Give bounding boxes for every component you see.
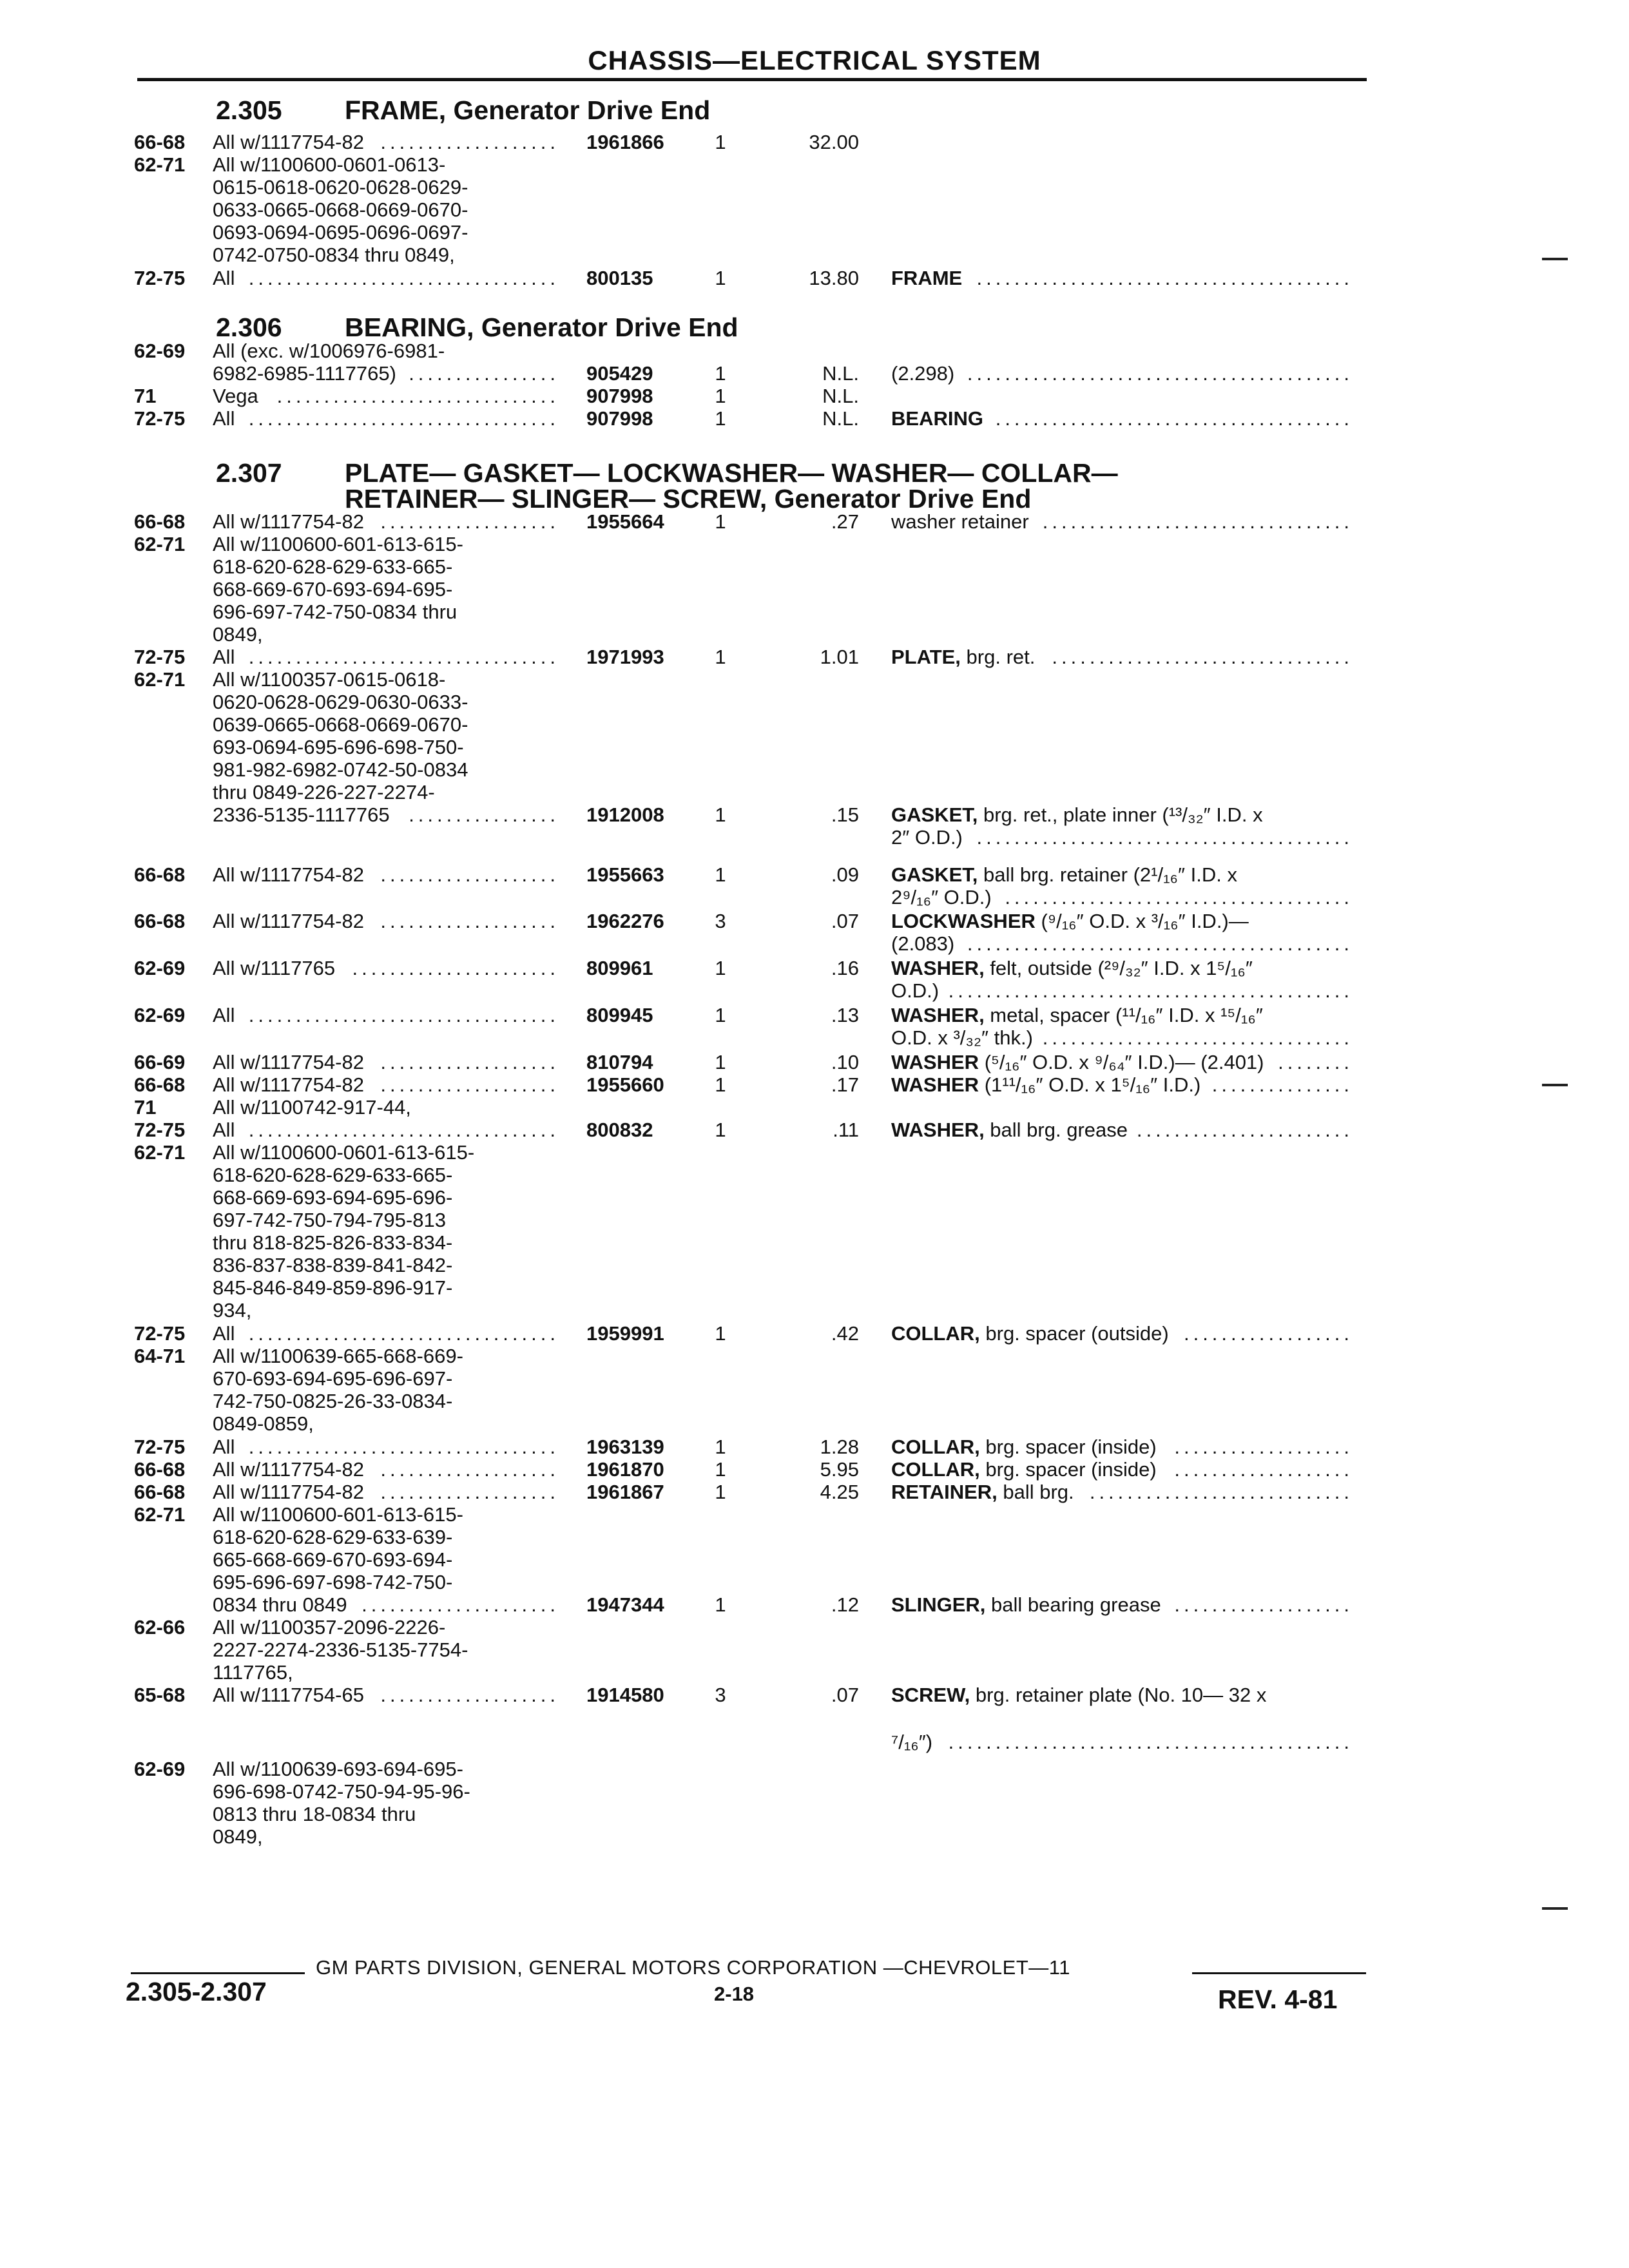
application: All w/1100357-2096-2226-: [213, 1616, 446, 1639]
price: .09: [831, 863, 859, 886]
description-noun: SLINGER,: [891, 1593, 986, 1616]
application: All w/1117754-82: [213, 1073, 364, 1096]
application: All w/1117754-65: [213, 1684, 364, 1706]
part-number: 1961867: [586, 1481, 664, 1503]
application: All: [213, 646, 235, 668]
description: [891, 863, 1237, 887]
footer-rule: [131, 1972, 305, 1974]
model-years: 62-71: [134, 1503, 186, 1526]
application: All: [213, 1119, 235, 1141]
leader-dots: ...................: [380, 910, 559, 932]
application: thru 0849-226-227-2274-: [213, 781, 435, 803]
application: 2336-5135-1117765: [213, 803, 390, 826]
part-number: 1955660: [586, 1073, 664, 1096]
application: 696-697-742-750-0834 thru: [213, 601, 458, 623]
description-text: ⁷/₁₆″): [891, 1731, 933, 1753]
application: 618-620-628-629-633-665-: [213, 555, 453, 578]
application: 836-837-838-839-841-842-: [213, 1254, 453, 1276]
application: 695-696-697-698-742-750-: [213, 1571, 453, 1593]
footer-page-number: 2-18: [714, 1983, 755, 2005]
footer-rule: [1192, 1972, 1366, 1974]
price: .07: [831, 1684, 859, 1706]
price: .07: [831, 910, 859, 932]
model-years: 62-69: [134, 1004, 186, 1026]
leader-dots: ...................: [1174, 1436, 1353, 1458]
application: All w/1100357-0615-0618-: [213, 668, 446, 691]
section-number: 2.306: [216, 312, 282, 342]
description-text: ball brg. grease: [984, 1119, 1128, 1141]
leader-dots: .................................: [248, 1436, 559, 1458]
leader-dots: ...................: [1174, 1593, 1353, 1616]
model-years: 72-75: [134, 267, 186, 289]
description-text: ball brg. retainer (2¹/₁₆″ I.D. x: [978, 863, 1237, 886]
application: 618-620-628-629-633-665-: [213, 1164, 453, 1186]
part-number: 1961870: [586, 1458, 664, 1481]
description: [891, 957, 1253, 980]
price: .10: [831, 1051, 859, 1073]
application: 981-982-6982-0742-50-0834: [213, 758, 468, 781]
leader-dots: .................................: [248, 1119, 559, 1141]
description-text: brg. spacer (inside): [979, 1458, 1157, 1481]
part-number: 1963139: [586, 1436, 664, 1458]
model-years: 66-68: [134, 1073, 186, 1096]
leader-dots: ..................: [1183, 1322, 1353, 1345]
part-number: 809945: [586, 1004, 653, 1026]
application: 670-693-694-695-696-697-: [213, 1367, 453, 1390]
application: 0813 thru 18-0834 thru: [213, 1803, 416, 1825]
price: 5.95: [820, 1458, 859, 1481]
description-text: O.D.): [891, 979, 940, 1002]
leader-dots: ...................: [380, 1051, 559, 1073]
description-noun: WASHER,: [891, 1119, 985, 1141]
section-number: 2.305: [216, 95, 282, 125]
description-text: 2⁹/₁₆″ O.D.): [891, 886, 992, 908]
leader-dots: .................................: [1042, 510, 1353, 533]
application: 0693-0694-0695-0696-0697-: [213, 221, 468, 244]
leader-dots: ...................: [1174, 1458, 1353, 1481]
part-number: 809961: [586, 957, 653, 979]
application: 696-698-0742-750-94-95-96-: [213, 1780, 470, 1803]
quantity: 1: [715, 385, 726, 407]
margin-mark: [1542, 1084, 1568, 1086]
leader-dots: ...................: [380, 131, 559, 153]
leader-dots: ......................................: [995, 407, 1353, 430]
application: 0633-0665-0668-0669-0670-: [213, 198, 468, 221]
model-years: 66-68: [134, 510, 186, 533]
price: N.L.: [822, 385, 859, 407]
model-years: 66-68: [134, 1481, 186, 1503]
application: All (exc. w/1006976-6981-: [213, 340, 445, 362]
quantity: 3: [715, 1684, 726, 1706]
leader-dots: .................................: [248, 267, 559, 289]
application: All w/1117765: [213, 957, 336, 979]
leader-dots: ..............................: [276, 385, 559, 407]
part-number: 1947344: [586, 1593, 664, 1616]
description: [891, 910, 1249, 933]
section-title-continued: RETAINER— SLINGER— SCREW, Generator Drive End: [345, 484, 1032, 514]
leader-dots: ........................................: [976, 826, 1353, 849]
quantity: 1: [715, 1051, 726, 1073]
price: .15: [831, 803, 859, 826]
application: 697-742-750-794-795-813: [213, 1209, 446, 1231]
description-text: (1¹¹/₁₆″ O.D. x 1⁵/₁₆″ I.D.): [979, 1073, 1201, 1096]
application: All w/1100600-0601-613-615-: [213, 1141, 475, 1164]
description: [891, 803, 1263, 827]
leader-dots: ........: [1278, 1051, 1353, 1073]
leader-dots: ...................: [380, 1073, 559, 1096]
leader-dots: ...........................................: [948, 979, 1353, 1002]
price: .11: [833, 1119, 859, 1141]
leader-dots: ...............: [1211, 1073, 1353, 1096]
price: .42: [831, 1322, 859, 1345]
application: All w/1100639-665-668-669-: [213, 1345, 463, 1367]
description-text: (⁹/₁₆″ O.D. x ³/₁₆″ I.D.)—: [1035, 910, 1249, 932]
margin-mark: [1542, 1907, 1568, 1910]
leader-dots: ................................: [1052, 646, 1353, 668]
description-noun: COLLAR,: [891, 1322, 980, 1345]
application: All: [213, 1004, 235, 1026]
description-noun: BEARING: [891, 407, 983, 430]
application: All w/1100600-601-613-615-: [213, 533, 463, 555]
part-number: 800135: [586, 267, 653, 289]
application: All w/1100742-917-44,: [213, 1096, 411, 1119]
description-text: washer retainer: [891, 510, 1029, 533]
application: 668-669-693-694-695-696-: [213, 1186, 453, 1209]
application: All w/1117754-82: [213, 863, 364, 886]
part-number: 800832: [586, 1119, 653, 1141]
leader-dots: ...................: [380, 1684, 559, 1706]
leader-dots: ...................: [380, 1481, 559, 1503]
leader-dots: .......................: [1136, 1119, 1353, 1141]
quantity: 1: [715, 863, 726, 886]
model-years: 66-68: [134, 910, 186, 932]
price: 4.25: [820, 1481, 859, 1503]
model-years: 62-69: [134, 1758, 186, 1780]
model-years: 66-69: [134, 1051, 186, 1073]
model-years: 62-71: [134, 668, 186, 691]
part-number: 1955663: [586, 863, 664, 886]
application: All w/1117754-82: [213, 1458, 364, 1481]
model-years: 71: [134, 385, 157, 407]
quantity: 1: [715, 646, 726, 668]
section-title: BEARING, Generator Drive End: [345, 312, 738, 342]
application: 934,: [213, 1299, 252, 1321]
leader-dots: ...........................................: [948, 1731, 1353, 1753]
description-text: (⁵/₁₆″ O.D. x ⁹/₆₄″ I.D.)— (2.401): [979, 1051, 1264, 1073]
description-text: 2″ O.D.): [891, 826, 963, 849]
leader-dots: ................: [409, 803, 559, 826]
application: All w/1117754-82: [213, 1051, 364, 1073]
application: All w/1117754-82: [213, 1481, 364, 1503]
description-text: brg. spacer (outside): [979, 1322, 1169, 1345]
model-years: 66-68: [134, 1458, 186, 1481]
description-noun: WASHER: [891, 1073, 979, 1096]
application: 0639-0665-0668-0669-0670-: [213, 713, 468, 736]
application: 0834 thru 0849: [213, 1593, 347, 1616]
description-noun: SCREW,: [891, 1684, 970, 1706]
application: All w/1100600-601-613-615-: [213, 1503, 463, 1526]
application: 0620-0628-0629-0630-0633-: [213, 691, 468, 713]
footer-revision: REV. 4-81: [1218, 1984, 1338, 2014]
application: 0742-0750-0834 thru 0849,: [213, 244, 455, 266]
quantity: 1: [715, 957, 726, 979]
description-text: (2.298): [891, 362, 955, 385]
quantity: 1: [715, 1436, 726, 1458]
model-years: 65-68: [134, 1684, 186, 1706]
description-noun: COLLAR,: [891, 1458, 980, 1481]
part-number: 905429: [586, 362, 653, 385]
application: All: [213, 267, 235, 289]
part-number: 1959991: [586, 1322, 664, 1345]
leader-dots: .................................: [248, 1322, 559, 1345]
model-years: 71: [134, 1096, 157, 1119]
description: [891, 1004, 1263, 1027]
leader-dots: .........................................: [967, 362, 1353, 385]
application: 845-846-849-859-896-917-: [213, 1276, 453, 1299]
description-noun: WASHER,: [891, 957, 985, 979]
quantity: 1: [715, 1322, 726, 1345]
leader-dots: .................................: [1042, 1026, 1353, 1049]
margin-mark: [1542, 258, 1568, 260]
part-number: 907998: [586, 385, 653, 407]
price: 1.28: [820, 1436, 859, 1458]
description-noun: LOCKWASHER: [891, 910, 1036, 932]
quantity: 1: [715, 362, 726, 385]
leader-dots: .....................................: [1005, 886, 1353, 908]
application: All w/1117754-82: [213, 510, 364, 533]
quantity: 1: [715, 1119, 726, 1141]
application: thru 818-825-826-833-834-: [213, 1231, 453, 1254]
application: 0849-0859,: [213, 1412, 314, 1435]
leader-dots: .........................................: [967, 932, 1353, 955]
price: N.L.: [822, 362, 859, 385]
part-number: 810794: [586, 1051, 653, 1073]
leader-dots: ...................: [380, 1458, 559, 1481]
application: 0849,: [213, 1825, 263, 1848]
application: All: [213, 1322, 235, 1345]
quantity: 1: [715, 510, 726, 533]
description-text: brg. ret., plate inner (¹³/₃₂″ I.D. x: [978, 803, 1263, 826]
application: All w/1117754-82: [213, 131, 364, 153]
leader-dots: .................................: [248, 1004, 559, 1026]
description-noun: WASHER,: [891, 1004, 985, 1026]
leader-dots: ...................: [380, 510, 559, 533]
quantity: 1: [715, 1073, 726, 1096]
price: 13.80: [809, 267, 859, 289]
quantity: 1: [715, 407, 726, 430]
part-number: 907998: [586, 407, 653, 430]
model-years: 66-68: [134, 863, 186, 886]
quantity: 1: [715, 1004, 726, 1026]
application: 0849,: [213, 623, 263, 646]
model-years: 62-71: [134, 153, 186, 176]
application: All w/1100600-0601-0613-: [213, 153, 446, 176]
description-noun: WASHER: [891, 1051, 979, 1073]
quantity: 1: [715, 803, 726, 826]
description-text: (2.083): [891, 932, 955, 955]
leader-dots: .................................: [248, 646, 559, 668]
footer-section-range: 2.305-2.307: [126, 1977, 267, 2006]
leader-dots: ............................: [1089, 1481, 1353, 1503]
model-years: 62-69: [134, 957, 186, 979]
leader-dots: ................: [409, 362, 559, 385]
leader-dots: ......................: [352, 957, 559, 979]
description: [891, 1684, 1266, 1707]
page-title: CHASSIS—ELECTRICAL SYSTEM: [588, 45, 1041, 75]
price: .12: [831, 1593, 859, 1616]
description-text: ball bearing grease: [985, 1593, 1161, 1616]
model-years: 62-66: [134, 1616, 186, 1639]
part-number: 1971993: [586, 646, 664, 668]
price: .17: [831, 1073, 859, 1096]
application: 2227-2274-2336-5135-7754-: [213, 1639, 468, 1661]
leader-dots: .................................: [248, 407, 559, 430]
application: 693-0694-695-696-698-750-: [213, 736, 464, 758]
part-number: 1914580: [586, 1684, 664, 1706]
model-years: 72-75: [134, 1436, 186, 1458]
quantity: 1: [715, 267, 726, 289]
price: .16: [831, 957, 859, 979]
application: All: [213, 407, 235, 430]
description-noun: FRAME: [891, 267, 963, 289]
application: 665-668-669-670-693-694-: [213, 1548, 453, 1571]
description-text: brg. ret.: [960, 646, 1036, 668]
description-text: ball brg.: [997, 1481, 1074, 1503]
model-years: 72-75: [134, 646, 186, 668]
application: All w/1117754-82: [213, 910, 364, 932]
price: 32.00: [809, 131, 859, 153]
quantity: 1: [715, 1481, 726, 1503]
price: 1.01: [820, 646, 859, 668]
model-years: 62-69: [134, 340, 186, 362]
description-noun: RETAINER,: [891, 1481, 998, 1503]
application: 1117765,: [213, 1661, 293, 1684]
description-text: O.D. x ³/₃₂″ thk.): [891, 1026, 1033, 1049]
description-text: felt, outside (²⁹/₃₂″ I.D. x 1⁵/₁₆″: [984, 957, 1253, 979]
description-noun: PLATE,: [891, 646, 961, 668]
application: 6982-6985-1117765): [213, 362, 396, 385]
quantity: 1: [715, 131, 726, 153]
part-number: 1955664: [586, 510, 664, 533]
price: N.L.: [822, 407, 859, 430]
price: .13: [831, 1004, 859, 1026]
model-years: 62-71: [134, 1141, 186, 1164]
part-number: 1961866: [586, 131, 664, 153]
description-noun: COLLAR,: [891, 1436, 980, 1458]
application: 618-620-628-629-633-639-: [213, 1526, 453, 1548]
model-years: 64-71: [134, 1345, 186, 1367]
description-noun: GASKET,: [891, 863, 978, 886]
leader-dots: ...................: [380, 863, 559, 886]
quantity: 1: [715, 1593, 726, 1616]
application: 742-750-0825-26-33-0834-: [213, 1390, 453, 1412]
quantity: 3: [715, 910, 726, 932]
price: .27: [831, 510, 859, 533]
model-years: 72-75: [134, 1119, 186, 1141]
section-title: FRAME, Generator Drive End: [345, 95, 711, 125]
application: All w/1100639-693-694-695-: [213, 1758, 463, 1780]
description-noun: GASKET,: [891, 803, 978, 826]
model-years: 72-75: [134, 1322, 186, 1345]
application: 668-669-670-693-694-695-: [213, 578, 453, 601]
part-number: 1962276: [586, 910, 664, 932]
leader-dots: ........................................: [976, 267, 1353, 289]
leader-dots: .....................: [361, 1593, 559, 1616]
model-years: 66-68: [134, 131, 186, 153]
header-rule: [137, 78, 1367, 81]
description-text: brg. retainer plate (No. 10— 32 x: [970, 1684, 1267, 1706]
model-years: 72-75: [134, 407, 186, 430]
part-number: 1912008: [586, 803, 664, 826]
description-text: brg. spacer (inside): [979, 1436, 1157, 1458]
section-title: PLATE— GASKET— LOCKWASHER— WASHER— COLLAR—: [345, 458, 1118, 488]
model-years: 62-71: [134, 533, 186, 555]
application: Vega: [213, 385, 258, 407]
application: All: [213, 1436, 235, 1458]
footer-publisher: GM PARTS DIVISION, GENERAL MOTORS CORPORATION —CHEVROLET—11: [316, 1956, 1070, 1979]
quantity: 1: [715, 1458, 726, 1481]
description-text: metal, spacer (¹¹/₁₆″ I.D. x ¹⁵/₁₆″: [984, 1004, 1263, 1026]
section-number: 2.307: [216, 458, 282, 488]
application: 0615-0618-0620-0628-0629-: [213, 176, 468, 198]
